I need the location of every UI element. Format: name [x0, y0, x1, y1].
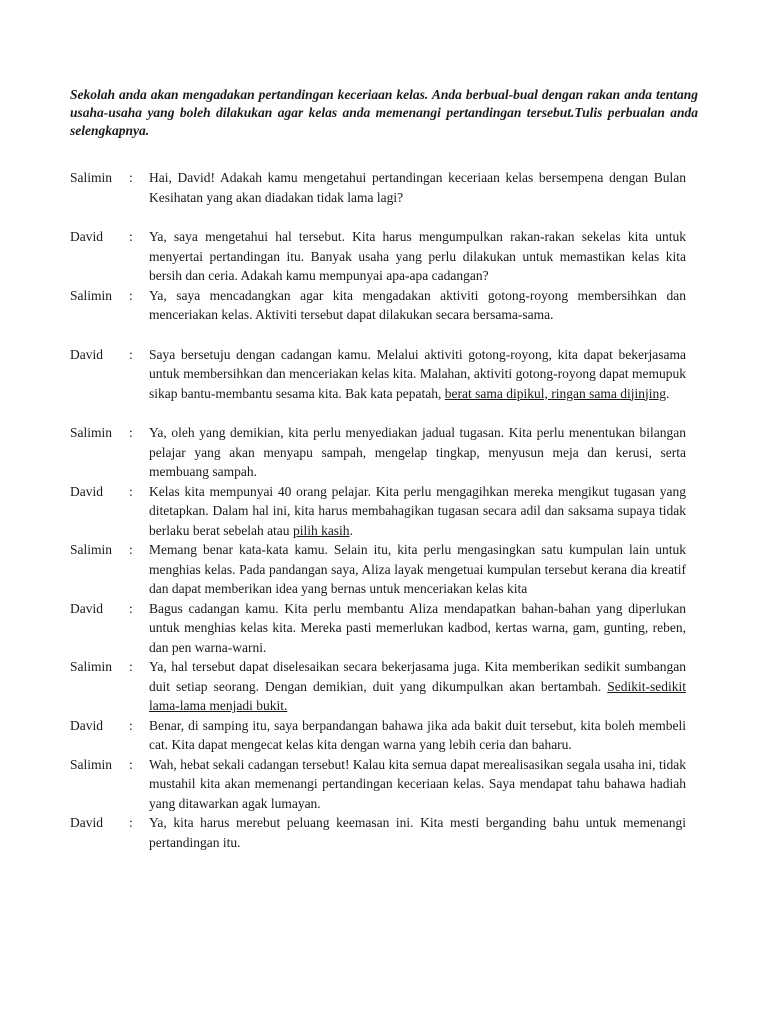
speaker-name: David: [70, 346, 103, 362]
colon-separator: :: [129, 717, 133, 733]
colon-separator: :: [129, 659, 133, 674]
dialogue: [70, 168, 686, 852]
speech-body: Memang benar kata-kata kamu. Selain itu, kita perlu mengasingkan satu kumpulan lain untuk menghias kelas. Pada pandangan saya, Aliza layak mengetuai kumpulan tersebut kerana dia kreatif dan dapat memberikan idea yang bernas untuk menceriakan kelas kita: [149, 542, 686, 596]
dialogue-turn: [70, 168, 686, 207]
speech-text: [149, 168, 686, 207]
speech-body: Saya bersetuju dengan cadangan kamu. Melalui aktiviti gotong-royong, kita dapat bekerjasama untuk membersihkan dan menceriakan kelas kita. Malahan, aktiviti gotong-royong dapat memupuk sikap bantu-membantu sesama kita. Bak kata pepatah,: [149, 346, 686, 401]
underlined-phrase: pilih kasih: [292, 522, 350, 538]
speech-body: Ya, saya mencadangkan agar kita mengadakan aktiviti gotong-royong membersihkan dan menceriakan kelas. Aktiviti tersebut dapat dilakukan secara bersama-sama.: [149, 287, 686, 322]
colon-separator: :: [129, 229, 133, 244]
speaker-name: Salimin: [70, 542, 113, 557]
dialogue-turn: [70, 755, 686, 814]
dialogue-turn: [70, 599, 686, 658]
colon-separator: :: [129, 815, 133, 830]
speech-body: Kelas kita mempunyai 40 orang pelajar. Kita perlu mengagihkan mereka mengikut tugasan yang ditetapkan. Dalam hal ini, kita harus membahagikan tugasan secara adil dan saksama supaya tidak berlaku berat sebelah atau: [149, 483, 686, 538]
speech-text: [149, 716, 686, 755]
colon-separator: :: [129, 287, 133, 303]
speaker-name: Salimin: [70, 756, 113, 772]
speaker-name: David: [70, 717, 103, 733]
speech-text: [149, 657, 686, 716]
speaker-name: David: [70, 483, 103, 499]
speech-text: [149, 227, 686, 286]
speaker-name: Salimin: [70, 170, 113, 185]
speech-body: Benar, di samping itu, saya berpandangan bahawa jika ada bakit duit tersebut, kita boleh membeli cat. Kita dapat mengecat kelas kita dengan warna yang lebih ceria dan baharu.: [149, 717, 686, 752]
dialogue-turn: [70, 345, 686, 404]
colon-separator: :: [129, 170, 133, 185]
speaker-name: David: [70, 815, 103, 830]
instruction-text: Sekolah anda akan mengadakan pertandingan keceriaan kelas. Anda berbual-bual dengan rakan anda tentang usaha-usaha yang boleh dilakukan agar kelas anda memenangi pertandingan tersebut.Tulis perbualan anda selengkapnya.: [70, 87, 698, 138]
speech-body: Hai, David! Adakah kamu mengetahui pertandingan keceriaan kelas bersempena dengan Bulan Kesihatan yang akan diadakan tidak lama lagi?: [149, 170, 686, 205]
underlined-proverb: Sedikit-sedikit lama-lama menjadi bukit.: [149, 678, 687, 713]
speech-text: [149, 345, 686, 404]
speech-body: Bagus cadangan kamu. Kita perlu membantu Aliza mendapatkan bahan-bahan yang diperlukan untuk menghias kelas kita. Mereka pasti memerlukan kadbod, kertas warna, gam, gunting, reben, dan pen warna-warni.: [149, 600, 686, 655]
dialogue-turn: [70, 813, 686, 852]
speaker-name: Salimin: [70, 425, 113, 440]
speech-text: [149, 599, 686, 658]
speech-body: Ya, saya mengetahui hal tersebut. Kita harus mengumpulkan rakan-rakan sekelas kita untuk menyertai pertandingan itu. Banyak usaha yang perlu dilakukan untuk memastikan kelas kita bersih dan ceria. Adakah kamu mempunyai apa-apa cadangan?: [149, 229, 686, 283]
dialogue-turn: [70, 482, 686, 541]
speech-text: [149, 423, 686, 482]
speech-text: [149, 482, 686, 541]
speech-body: Ya, oleh yang demikian, kita perlu menyediakan jadual tugasan. Kita perlu menentukan bilangan pelajar yang akan menyapu sampah, mengelap tingkap, menyusun meja dan kerusi, serta membuang sampah.: [149, 425, 686, 479]
colon-separator: :: [129, 756, 133, 772]
speech-text: [149, 286, 686, 325]
speech-body: Ya, kita harus merebut peluang keemasan ini. Kita mesti berganding bahu untuk memenangi pertandingan itu.: [149, 815, 686, 850]
dialogue-turn: [70, 227, 686, 286]
dialogue-turn: [70, 423, 686, 482]
dialogue-turn: [70, 657, 686, 716]
colon-separator: :: [129, 425, 133, 440]
dialogue-turn: [70, 540, 686, 599]
speech-text: [149, 755, 686, 814]
dialogue-turn: [70, 286, 686, 325]
underlined-proverb: berat sama dipikul, ringan sama dijinjing: [444, 385, 666, 401]
speaker-name: Salimin: [70, 287, 113, 303]
colon-separator: :: [129, 600, 133, 616]
speaker-name: David: [70, 229, 103, 244]
colon-separator: :: [129, 542, 133, 557]
speech-tail: .: [665, 385, 670, 401]
dialogue-turn: [70, 716, 686, 755]
speaker-name: Salimin: [70, 659, 113, 674]
colon-separator: :: [129, 483, 133, 499]
speech-tail: .: [349, 522, 353, 538]
speech-body: Wah, hebat sekali cadangan tersebut! Kalau kita semua dapat merealisasikan segala usaha ini, tidak mustahil kita akan memenangi pertandingan keceriaan kelas. Saya mendapat tahu bahawa hadiah yang ditawarkan agak lumayan.: [149, 756, 686, 811]
speech-text: [149, 540, 686, 599]
speech-body: Ya, hal tersebut dapat diselesaikan secara bekerjasama juga. Kita memberikan sedikit sumbangan duit setiap seorang. Dengan demikian, duit yang dikumpulkan akan bertambah.: [149, 659, 686, 694]
colon-separator: :: [129, 346, 133, 362]
speech-text: [149, 813, 686, 852]
speaker-name: David: [70, 600, 103, 616]
